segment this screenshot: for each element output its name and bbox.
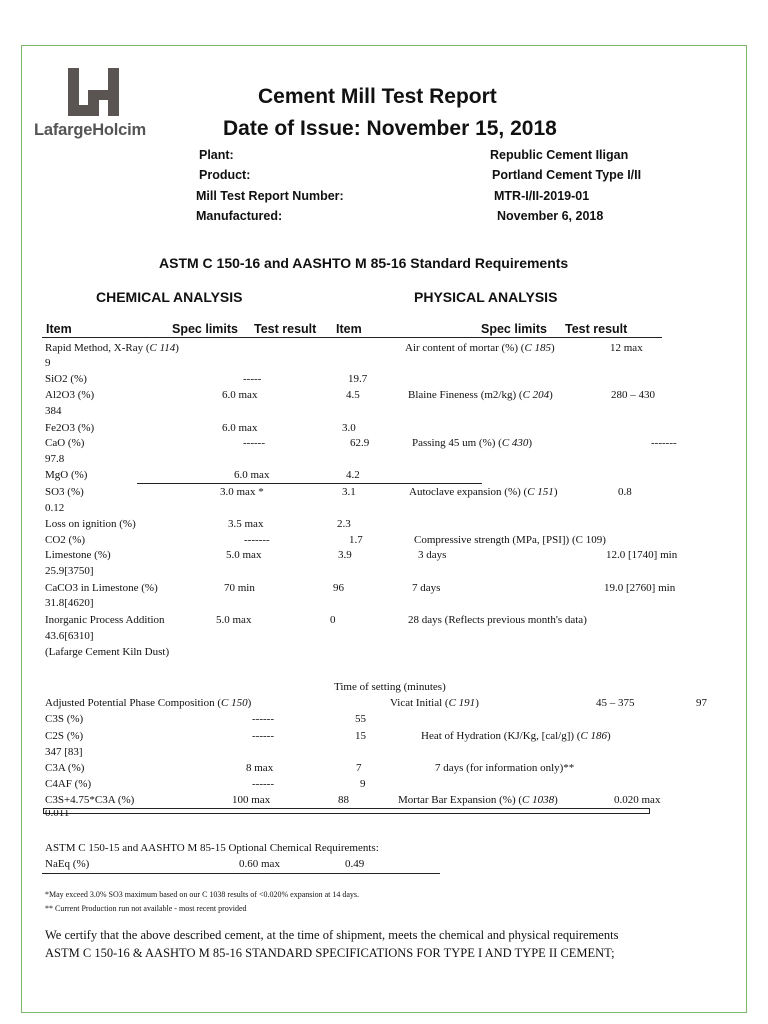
col-item: Item [46, 322, 72, 336]
c4af-result: 9 [360, 778, 366, 790]
air-content: Air content of mortar (%) (C 185) [405, 342, 555, 354]
strength-7-days-spec: 19.0 [2760] min [604, 582, 676, 594]
c3s-c3a-result: 88 [338, 794, 349, 806]
standards-heading: ASTM C 150-16 and AASHTO M 85-16 Standard Requirements [159, 255, 569, 271]
loi-label: Loss on ignition (%) [45, 518, 136, 530]
mtr-value: MTR-I/II-2019-01 [494, 189, 590, 203]
strength-28-days-result: 43.6[6310] [45, 630, 94, 642]
limestone-label: Limestone (%) [45, 549, 111, 561]
passing-45um: Passing 45 um (%) (C 430) [412, 437, 533, 449]
fe2o3-label: Fe2O3 (%) [45, 422, 95, 434]
c3a-label: C3A (%) [45, 762, 85, 774]
heat-7-days: 7 days (for information only)** [435, 762, 575, 774]
footnote-so3: *May exceed 3.0% SO3 maximum based on our C 1038 results of <0.020% expansion at 14 days. [45, 890, 360, 899]
mortar-spec: 0.020 max [614, 794, 661, 806]
table-bottom-rule [43, 808, 650, 814]
so3-spec: 3.0 max * [220, 486, 264, 498]
so3-label: SO3 (%) [45, 486, 84, 498]
naeq-result: 0.49 [345, 858, 365, 870]
col-test-result-2: Test result [565, 322, 628, 336]
certification-line-1: We certify that the above described cement, at the time of shipment, meets the chemical and physical requirements [45, 928, 619, 942]
loi-spec: 3.5 max [228, 518, 264, 530]
mgo-label: MgO (%) [45, 469, 88, 481]
plant-value: Republic Cement Iligan [490, 148, 629, 162]
c3s-result: 55 [355, 713, 366, 725]
heat-of-hydration: Heat of Hydration (KJ/Kg, [cal/g]) (C 186) [421, 730, 611, 742]
header-rule [42, 337, 662, 338]
mgo-spec: 6.0 max [234, 469, 270, 481]
naeq-spec: 0.60 max [239, 858, 280, 870]
loi-result: 2.3 [337, 518, 351, 530]
strength-3-days-result: 25.9[3750] [45, 565, 94, 577]
limestone-result: 3.9 [338, 549, 352, 561]
mtr-label: Mill Test Report Number: [196, 189, 344, 203]
certification-line-2: ASTM C 150-16 & AASHTO M 85-16 STANDARD SPECIFICATIONS FOR TYPE I AND TYPE II CEMENT; [45, 946, 615, 960]
plant-label: Plant: [199, 148, 234, 162]
ipa-label: Inorganic Process Addition [45, 614, 165, 626]
c2s-result: 15 [355, 730, 366, 742]
mortar-result: 0.011 [45, 810, 70, 819]
c3s-c3a-label: C3S+4.75*C3A (%) [45, 794, 135, 806]
optional-rule [42, 873, 440, 874]
so3-result: 3.1 [342, 486, 356, 498]
col-test-result: Test result [254, 322, 317, 336]
sio2-spec: ----- [243, 373, 262, 385]
caco3-result: 96 [333, 582, 344, 594]
strength-28-days: 28 days (Reflects previous month's data) [408, 614, 587, 626]
autoclave-result: 0.12 [45, 502, 65, 514]
ipa-result: 0 [330, 614, 336, 626]
cao-label: CaO (%) [45, 437, 85, 449]
strength-3-days: 3 days [418, 549, 447, 561]
report-title: Cement Mill Test Report [258, 85, 497, 108]
strength-7-days: 7 days [412, 582, 441, 594]
lafargeholcim-logo-icon [68, 68, 120, 120]
phase-composition-heading: Adjusted Potential Phase Composition (C 150) [45, 697, 252, 709]
cao-result: 62.9 [350, 437, 370, 449]
mgo-rule [137, 483, 482, 484]
co2-result: 1.7 [349, 534, 363, 546]
date-of-issue: Date of Issue: November 15, 2018 [223, 117, 557, 140]
sio2-result: 19.7 [348, 373, 368, 385]
strength-3-days-spec: 12.0 [1740] min [606, 549, 678, 561]
cao-spec: ------ [243, 437, 265, 449]
c3s-c3a-spec: 100 max [232, 794, 271, 806]
blaine-result: 384 [45, 405, 62, 417]
product-label: Product: [199, 168, 251, 182]
c4af-label: C4AF (%) [45, 778, 92, 790]
al2o3-result: 4.5 [346, 389, 360, 401]
c2s-label: C2S (%) [45, 730, 84, 742]
c3s-label: C3S (%) [45, 713, 84, 725]
manufactured-value: November 6, 2018 [497, 209, 604, 223]
air-spec: 12 max [610, 342, 643, 354]
autoclave-expansion: Autoclave expansion (%) (C 151) [409, 486, 558, 498]
co2-spec: ------- [244, 534, 270, 546]
blaine-fineness: Blaine Fineness (m2/kg) (C 204) [408, 389, 553, 401]
brand-name: LafargeHolcim [34, 121, 147, 139]
c3s-spec: ------ [252, 713, 274, 725]
vicat-result: 97 [696, 697, 707, 709]
optional-heading: ASTM C 150-15 and AASHTO M 85-15 Optional Chemical Requirements: [45, 842, 379, 854]
compressive-strength: Compressive strength (MPa, [PSI]) (C 109) [414, 534, 606, 546]
ipa-spec: 5.0 max [216, 614, 252, 626]
col-item-2: Item [336, 322, 362, 336]
passing-spec: ------- [651, 437, 677, 449]
mortar-bar-expansion: Mortar Bar Expansion (%) (C 1038) [398, 794, 558, 806]
caco3-label: CaCO3 in Limestone (%) [45, 582, 158, 594]
c4af-spec: ------ [252, 778, 274, 790]
naeq-label: NaEq (%) [45, 858, 90, 870]
fe2o3-result: 3.0 [342, 422, 356, 434]
vicat-spec: 45 – 375 [596, 697, 635, 709]
fe2o3-spec: 6.0 max [222, 422, 258, 434]
sio2-label: SiO2 (%) [45, 373, 87, 385]
physical-analysis-heading: PHYSICAL ANALYSIS [414, 289, 558, 305]
al2o3-spec: 6.0 max [222, 389, 258, 401]
time-of-setting-heading: Time of setting (minutes) [334, 681, 446, 693]
strength-7-days-result: 31.8[4620] [45, 597, 94, 609]
passing-result: 97.8 [45, 453, 65, 465]
footnote-production: ** Current Production run not available - most recent provided [45, 904, 247, 913]
air-result: 9 [45, 357, 51, 369]
chemical-analysis-heading: CHEMICAL ANALYSIS [96, 289, 243, 305]
limestone-spec: 5.0 max [226, 549, 262, 561]
product-value: Portland Cement Type I/II [492, 168, 642, 182]
col-spec-limits: Spec limits [172, 322, 238, 336]
caco3-spec: 70 min [224, 582, 255, 594]
manufactured-label: Manufactured: [196, 209, 283, 223]
mgo-result: 4.2 [346, 469, 360, 481]
c3a-result: 7 [356, 762, 362, 774]
c2s-spec: ------ [252, 730, 274, 742]
c3a-spec: 8 max [246, 762, 274, 774]
col-spec-limits-2: Spec limits [481, 322, 547, 336]
ipa-note: (Lafarge Cement Kiln Dust) [45, 646, 170, 658]
rapid-method: Rapid Method, X-Ray (C 114) [45, 342, 179, 354]
vicat-initial: Vicat Initial (C 191) [390, 697, 479, 709]
co2-label: CO2 (%) [45, 534, 86, 546]
blaine-spec: 280 – 430 [611, 389, 655, 401]
heat-result: 347 [83] [45, 746, 83, 758]
al2o3-label: Al2O3 (%) [45, 389, 95, 401]
autoclave-spec: 0.8 [618, 486, 632, 498]
